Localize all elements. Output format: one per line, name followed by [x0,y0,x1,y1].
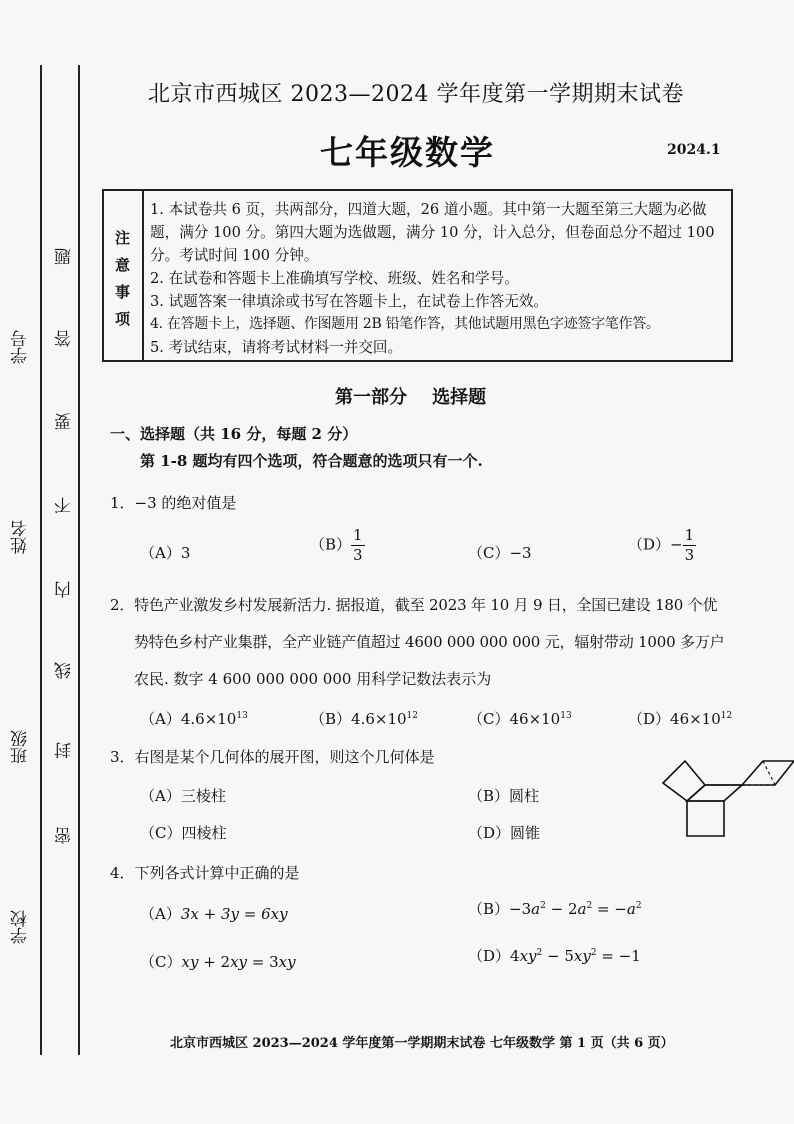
seal-char: 要 [55,413,75,430]
seal-char: 答 [55,330,75,347]
question-1-option-b [310,528,365,563]
notice-item: 4. 在答题卡上，选择题、作图题用 2B 铅笔作答，其他试题用黑色字迹签字笔作答。 [150,316,660,332]
question-2-line: 2．特色产业激发乡村发展新活力. 据报道，截至 2023 年 10 月 9 日，全国已建设 180 个优 [110,596,718,614]
exam-date: 2024.1 [667,142,721,158]
seal-char: 线 [55,662,75,679]
question-4-stem: 4．下列各式计算中正确的是 [110,864,300,882]
net-face-left [663,761,705,801]
question-4-option-b: $(B)-3a^2 - 2a^2 = -a^2$ [468,900,642,918]
question-3-stem: 3．右图是某个几何体的展开图，则这个几何体是 [110,748,435,766]
binding-line-outer [40,65,42,1055]
exam-title: 北京市西城区 2023—2024 学年度第一学期期末试卷 [148,82,684,107]
question-3-option-d: （D）圆锥 [468,824,541,842]
question-2-line: 势特色乡村产业集群，全产业链产值超过 4600 000 000 000 元，辐射带动 1000 多万户 [134,633,725,651]
notice-item: 1. 本试卷共 6 页，共两部分，四道大题，26 道小题。其中第一大题至第三大题为必做题，满分 100 分。第四大题为选做题，满分 10 分，计入总分，但卷面总分不超过 100 分。考试时间 100 分钟。 [150,201,715,264]
notice-heading-char: 意 [115,256,131,274]
question-1-stem: 1．−3 的绝对值是 [110,494,237,512]
notice-box [102,189,733,362]
seal-char: 不 [55,497,75,514]
net-fold-line [763,761,775,785]
notice-heading-char: 事 [115,283,131,301]
seal-char: 题 [55,248,75,265]
notice-heading-char: 注 [115,229,131,247]
question-3-option-c: （C）四棱柱 [140,824,227,842]
side-label-student-id: 学号 [11,330,31,364]
question-3-option-b: （B）圆柱 [468,787,540,805]
side-label-school: 学校 [11,910,31,944]
question-4-option-c: （C）xy + 2xy = 3xy [140,953,296,971]
notice-item: 3. 试题答案一律填涂或书写在答题卡上，在试卷上作答无效。 [150,293,549,310]
net-face-right [742,761,794,785]
question-1-option-d [628,528,696,563]
notice-body [150,198,725,359]
net-face-bottom [687,801,724,836]
part-title: 第一部分 选择题 [335,387,487,408]
option-label: （D）− [628,535,683,554]
question-4-option-d: $(D)4xy^2 - 5xy^2 = -1$ [468,947,641,965]
notice-heading [104,191,144,360]
seal-char: 封 [55,742,75,759]
notice-item: 5. 考试结束，请将考试材料一并交回。 [150,339,403,356]
fraction: $\frac{1}{3}$ [353,526,363,564]
page-footer: 北京市西城区 2023—2024 学年度第一学期期末试卷 七年级数学 第 1 页（共 6 页） [170,1036,674,1051]
question-4-option-a: （A）3x + 3y = 6xy [140,905,288,923]
question-3-option-a: （A）三棱柱 [140,787,226,805]
notice-heading-char: 项 [115,310,131,328]
section-note: 第 1-8 题均有四个选项，符合题意的选项只有一个. [140,452,483,470]
binding-line-inner [78,65,80,1055]
section-heading: 一、选择题（共 16 分，每题 2 分） [110,425,358,443]
side-label-name: 姓名 [11,520,31,554]
fraction: $\frac{1}{3}$ [684,526,695,564]
question-2-option-c: $(C)46\times 10^{13}$ [468,710,572,728]
seal-char: 密 [55,827,75,844]
side-label-class: 班级 [11,730,31,764]
seal-char: 内 [55,581,75,598]
option-label: （B） [310,535,352,554]
question-1-option-c: （C）−3 [468,544,532,562]
question-2-option-d: $(D)46\times 10^{12}$ [628,710,733,728]
prism-net-diagram [656,756,794,841]
question-2-option-b: $(B)4.6\times 10^{12}$ [310,710,418,728]
question-1-option-a: （A）3 [140,544,191,562]
question-2-line: 农民. 数字 4 600 000 000 000 用科学记数法表示为 [134,670,492,688]
question-2-option-a: $(A)4.6\times 10^{13}$ [140,710,248,728]
subject-title: 七年级数学 [320,133,495,172]
notice-item: 2. 在试卷和答题卡上准确填写学校、班级、姓名和学号。 [150,270,519,287]
